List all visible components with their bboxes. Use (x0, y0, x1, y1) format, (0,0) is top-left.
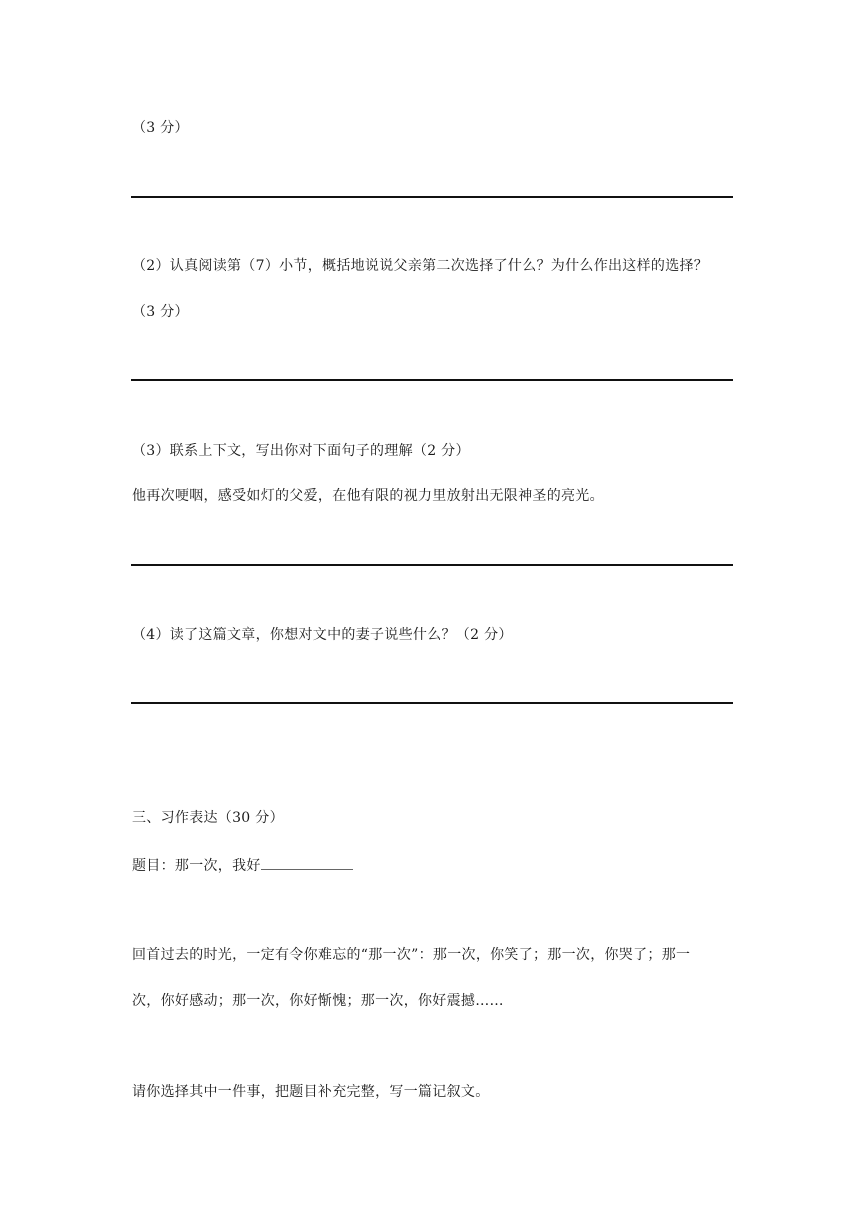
writing-topic (132, 855, 353, 876)
writing-topic-prefix: 题目：那一次，我好 (132, 858, 261, 874)
answer-line-q2 (131, 379, 733, 381)
q2-score: （3 分） (132, 304, 189, 320)
q3-text: （3）联系上下文，写出你对下面句子的理解（2 分） (132, 443, 470, 459)
answer-line-q4 (131, 702, 733, 704)
answer-line-q1 (131, 196, 733, 198)
writing-prompt-line2: 次，你好感动；那一次，你好惭愧；那一次，你好震撼…… (132, 993, 504, 1009)
writing-heading: 三、习作表达（30 分） (132, 810, 284, 826)
q3-quote: 他再次哽咽，感受如灯的父爱，在他有限的视力里放射出无限神圣的亮光。 (132, 488, 604, 504)
writing-instruction: 请你选择其中一件事，把题目补充完整，写一篇记叙文。 (132, 1084, 490, 1100)
writing-prompt-line1: 回首过去的时光，一定有令你难忘的“那一次”：那一次，你笑了；那一次，你哭了；那一 (132, 947, 691, 963)
q4-text: （4）读了这篇文章，你想对文中的妻子说些什么？（2 分） (132, 627, 513, 643)
answer-line-q3 (131, 564, 733, 566)
topic-blank (261, 855, 353, 870)
q1-score: （3 分） (132, 120, 189, 136)
q2-text: （2）认真阅读第（7）小节，概括地说说父亲第二次选择了什么？为什么作出这样的选择？ (132, 258, 709, 274)
